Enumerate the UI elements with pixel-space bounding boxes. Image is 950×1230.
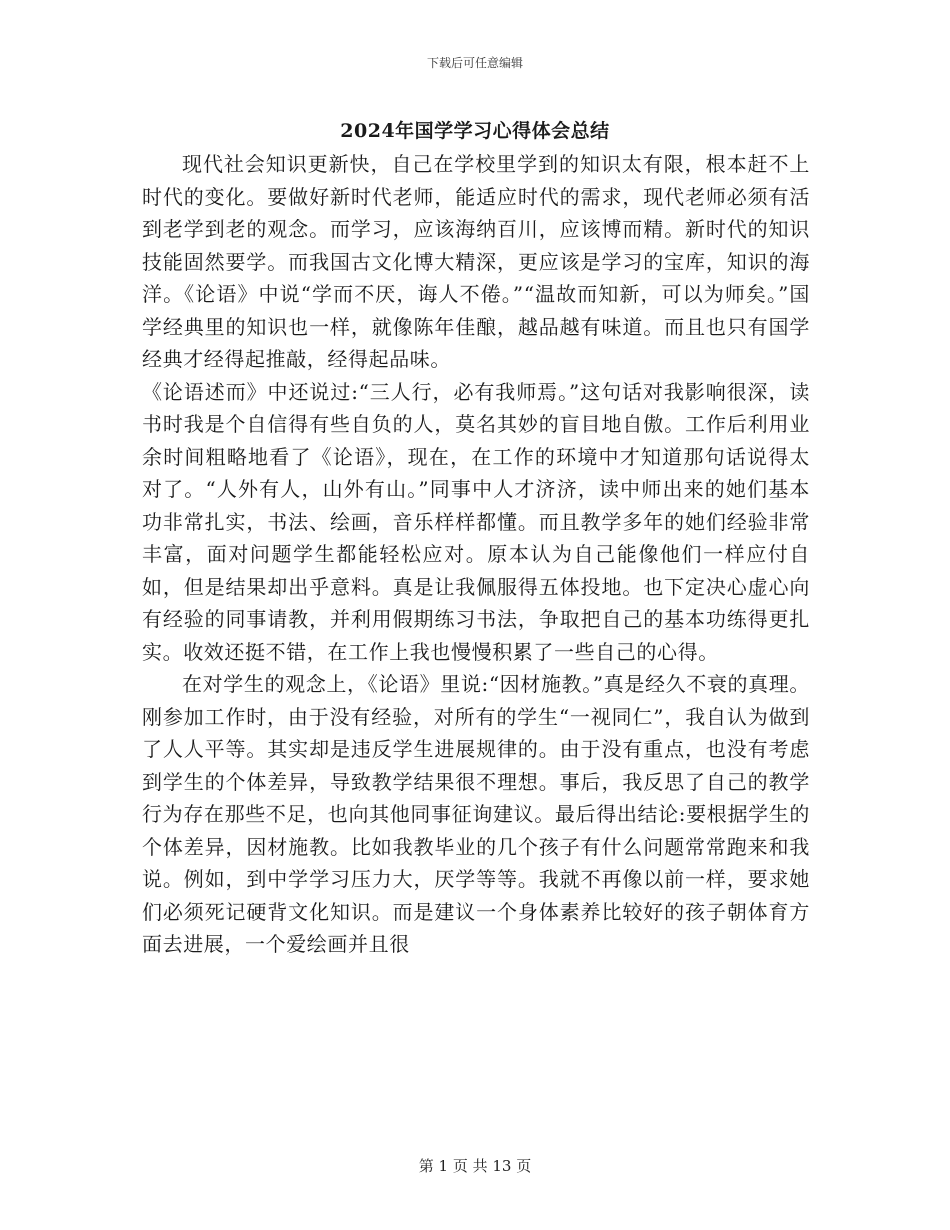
paragraph-3: 在对学生的观念上，《论语》里说:“因材施教。”真是经久不衰的真理。刚参加工作时，由于没有经验，对所有的学生“一视同仁”，我自认为做到了人人平等。其实却是违反学生进展规律的。由于没有重点，也没有考虑到学生的个体差异，导致教学结果很不理想。事后，我反思了自己的教学行为存在那些不足，也向其他同事征询建议。最后得出结论:要根据学生的个体差异，因材施教。比如我教毕业的几个孩子有什么问题常常跑来和我说。例如，到中学学习压力大，厌学等等。我就不再像以前一样，要求她们必须死记硬背文化知识。而是建议一个身体素养比较好的孩子朝体育方面去进展，一个爱绘画并且很	[142, 672, 810, 956]
page-number-footer: 第 1 页 共 13 页	[418, 1157, 532, 1175]
paragraph-1: 现代社会知识更新快，自己在学校里学到的知识太有限，根本赶不上时代的变化。要做好新时代老师，能适应时代的需求，现代老师必须有活到老学到老的观念。而学习，应该海纳百川，应该博而精。新时代的知识技能固然要学。而我国古文化博大精深，更应该是学习的宝库，知识的海洋。《论语》中说“学而不厌，诲人不倦。”“温故而知新，可以为师矣。”国学经典里的知识也一样，就像陈年佳酿，越品越有味道。而且也只有国学经典才经得起推敲，经得起品味。	[142, 152, 810, 371]
document-title: 2024年国学学习心得体会总结	[340, 120, 610, 142]
paragraph-2: 《论语述而》中还说过:“三人行，必有我师焉。”这句话对我影响很深，读书时我是个自信得有些自负的人，莫名其妙的盲目地自傲。工作后利用业余时间粗略地看了《论语》，现在，在工作的环境中才知道那句话说得太对了。“人外有人，山外有山。”同事中人才济济，读中师出来的她们基本功非常扎实，书法、绘画，音乐样样都懂。而且教学多年的她们经验非常丰富，面对问题学生都能轻松应对。原本认为自己能像他们一样应付自如，但是结果却出乎意料。真是让我佩服得五体投地。也下定决心虚心向有经验的同事请教，并利用假期练习书法，争取把自己的基本功练得更扎实。收效还挺不错，在工作上我也慢慢积累了一些自己的心得。	[142, 379, 810, 664]
document-body	[142, 148, 810, 961]
header-note: 下载后可任意编辑	[426, 56, 523, 70]
